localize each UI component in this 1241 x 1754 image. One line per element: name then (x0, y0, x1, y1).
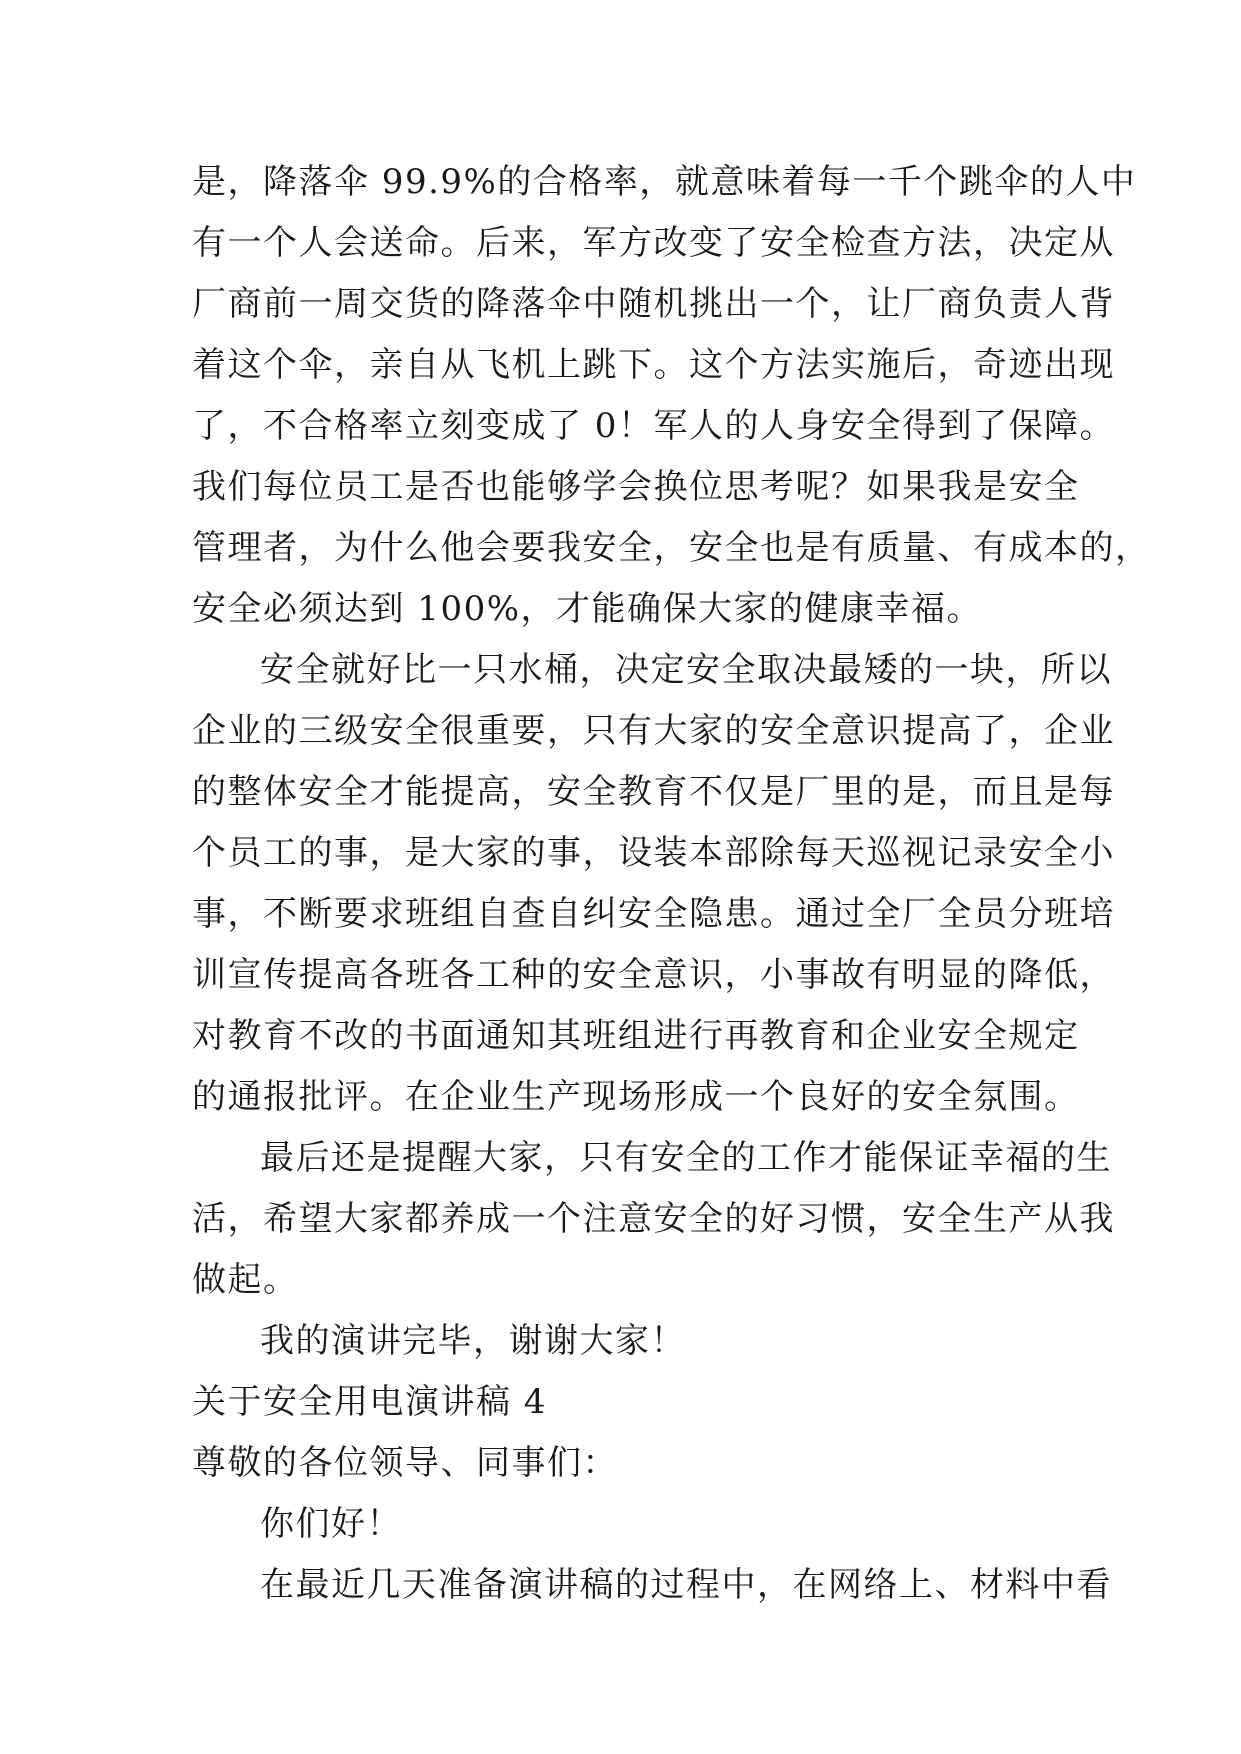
text-line: 管理者，为什么他会要我安全，安全也是有质量、有成本的， (192, 528, 1151, 568)
text-line: 我们每位员工是否也能够学会换位思考呢？如果我是安全 (192, 467, 1080, 507)
text-line: 有一个人会送命。后来，军方改变了安全检查方法，决定从 (192, 223, 1115, 263)
text-line: 安全必须达到 100%，才能确保大家的健康幸福。 (192, 589, 983, 629)
text-line: 对教育不改的书面通知其班组进行再教育和企业安全规定 (192, 1016, 1080, 1056)
salutation-text: 尊敬的各位领导、同事们： (192, 1443, 618, 1483)
text-line: 训宣传提高各班各工种的安全意识，小事故有明显的降低， (192, 955, 1115, 995)
text-line: 安全就好比一只水桶，决定安全取决最矮的一块，所以 (260, 650, 1112, 690)
paragraph-intro (192, 1555, 1112, 1616)
section-heading (192, 1372, 1072, 1433)
text-line: 最后还是提醒大家，只有安全的工作才能保证幸福的生 (260, 1138, 1112, 1178)
text-line: 事，不断要求班组自查自纠安全隐患。通过全厂全员分班培 (192, 894, 1115, 934)
text-line: 的通报批评。在企业生产现场形成一个良好的安全氛围。 (192, 1077, 1080, 1117)
document-body (192, 152, 1151, 1616)
text-line: 着这个伞，亲自从飞机上跳下。这个方法实施后，奇迹出现 (192, 345, 1115, 385)
paragraph-speech-end (192, 1311, 1072, 1372)
text-line: 的整体安全才能提高，安全教育不仅是厂里的是，而且是每 (192, 772, 1115, 812)
paragraph-parachute-story (192, 152, 1151, 640)
text-line: 了，不合格率立刻变成了 0！军人的人身安全得到了保障。 (192, 406, 1115, 446)
heading-text: 关于安全用电演讲稿 4 (192, 1382, 547, 1422)
text-line: 活，希望大家都养成一个注意安全的好习惯，安全生产从我 (192, 1199, 1115, 1239)
text-line: 企业的三级安全很重要，只有大家的安全意识提高了，企业 (192, 711, 1115, 751)
greeting-text: 你们好！ (260, 1504, 402, 1544)
paragraph-closing-reminder (192, 1128, 1115, 1311)
text-line: 厂商前一周交货的降落伞中随机挑出一个，让厂商负责人背 (192, 284, 1115, 324)
paragraph-water-bucket (192, 640, 1115, 1128)
text-line: 个员工的事，是大家的事，设装本部除每天巡视记录安全小 (192, 833, 1115, 873)
salutation (192, 1433, 1072, 1494)
text-line: 是，降落伞 99.9%的合格率，就意味着每一千个跳伞的人中 (192, 162, 1137, 202)
text-line: 我的演讲完毕，谢谢大家！ (260, 1321, 686, 1361)
text-line: 在最近几天准备演讲稿的过程中，在网络上、材料中看 (260, 1565, 1112, 1605)
greeting (192, 1494, 1072, 1555)
text-line: 做起。 (192, 1260, 299, 1300)
